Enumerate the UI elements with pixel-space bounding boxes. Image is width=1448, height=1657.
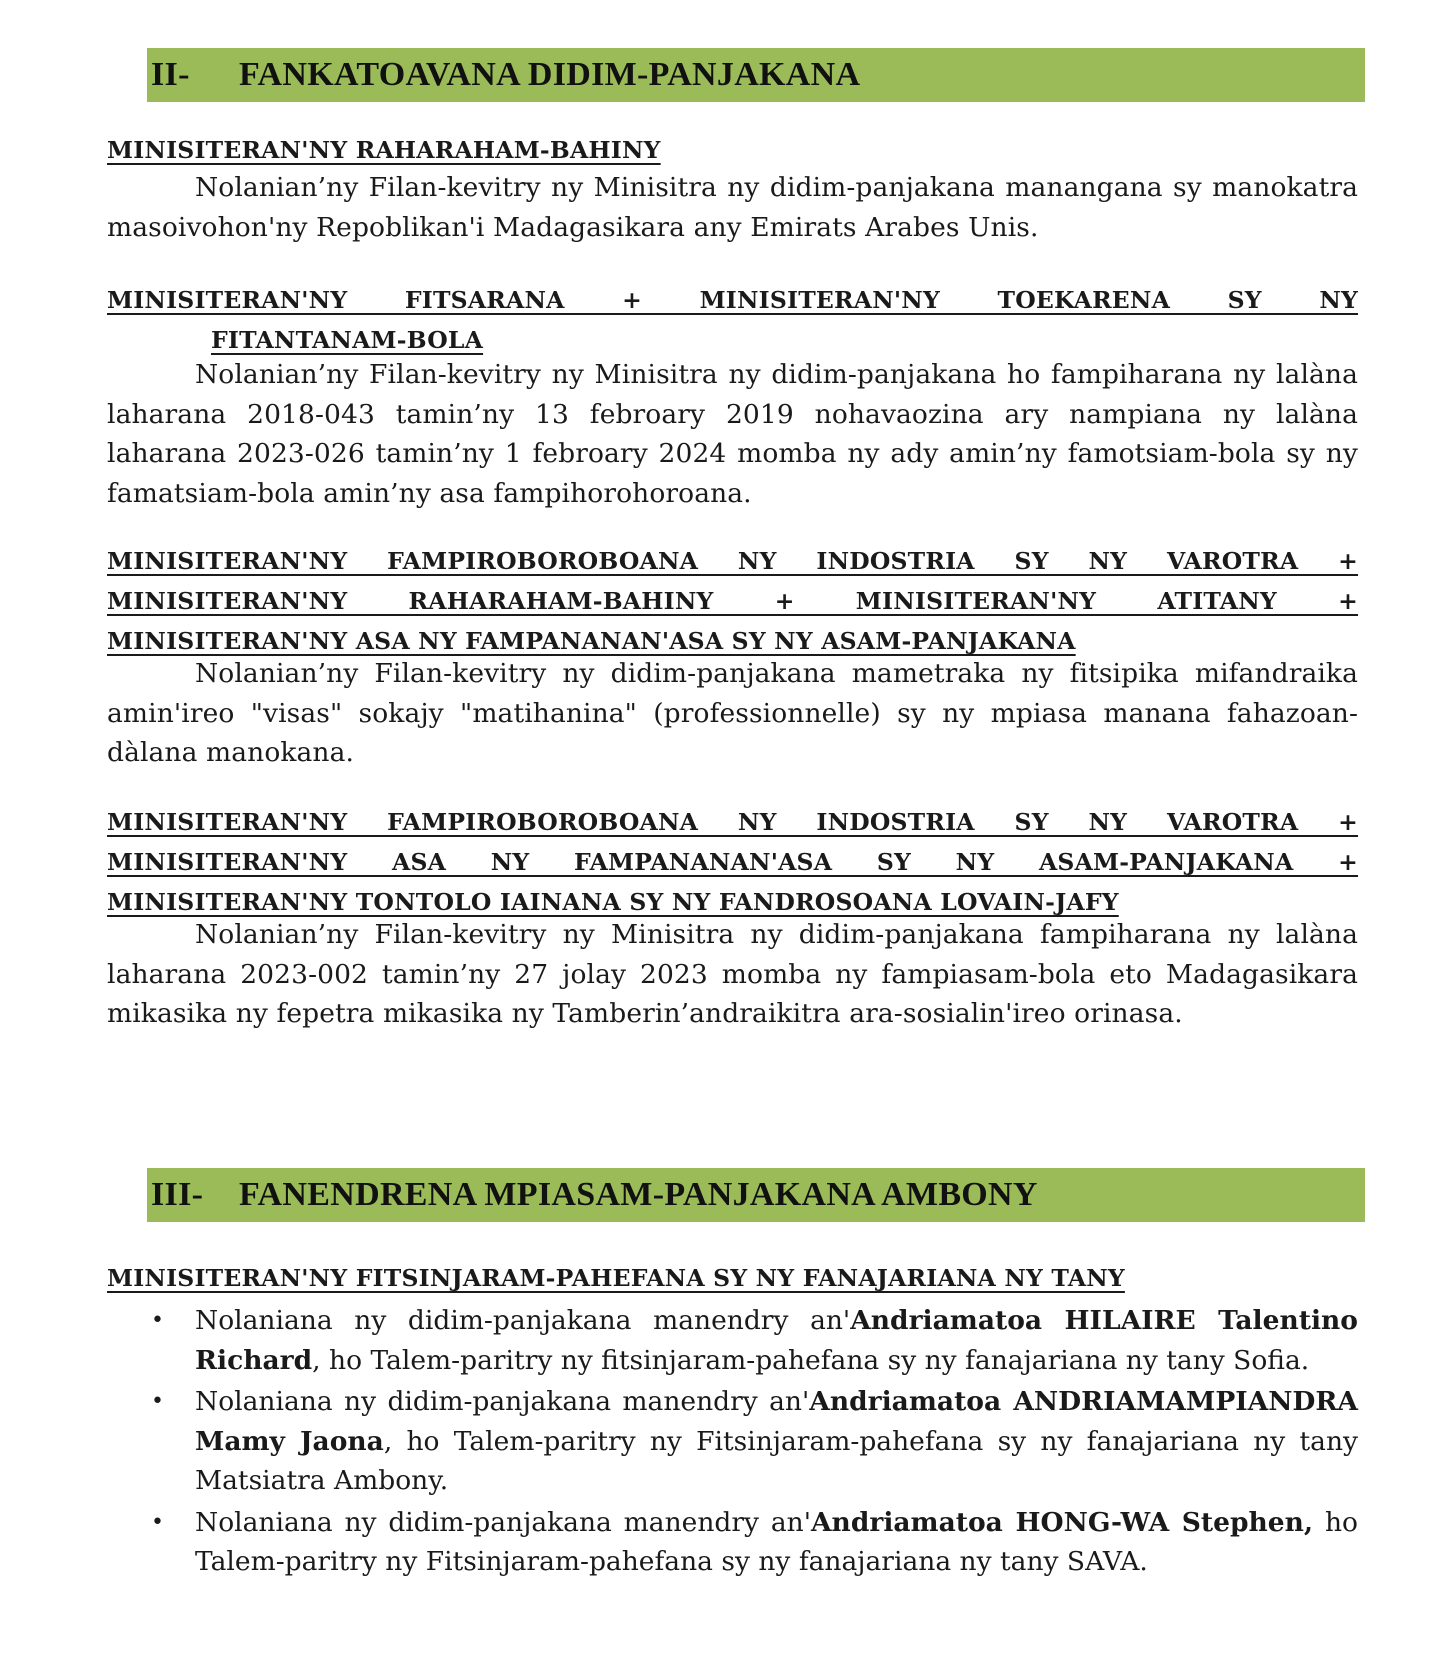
appointee-name: Andriamatoa HONG-WA Stephen, [811, 1506, 1314, 1538]
ministry-heading [107, 280, 1358, 360]
ministry-heading [107, 541, 1358, 661]
ministry-heading-line: MINISITERAN'NY ASA NY FAMPANANAN'ASA SY NY ASAM-PANJAKANA [107, 627, 1076, 655]
ministry-heading-line: MINISITERAN'NY FITSARANA + MINISITERAN'NY TOEKARENA SY NY [107, 286, 1358, 314]
ministry-heading-line: MINISITERAN'NY RAHARAHAM-BAHINY [107, 136, 661, 164]
section-title: FANKATOAVANA DIDIM-PANJAKANA [239, 56, 861, 93]
appointment-text: ho Talem-paritry ny Fitsinjaram-pahefana sy ny fanajariana ny tany SAVA. [195, 1506, 1358, 1577]
appointment-text: , ho Talem-paritry ny fitsinjaram-pahefana sy ny fanajariana ny tany Sofia. [312, 1344, 1310, 1376]
decision-paragraph: Nolanian’ny Filan-kevitry ny Minisitra ny didim-panjakana manangana sy manokatra masoivohon'ny Repoblikan'i Madagasikara any Emirats Arabes Unis. [107, 172, 1358, 243]
ministry-heading-line: MINISITERAN'NY ASA NY FAMPANANAN'ASA SY NY ASAM-PANJAKANA + [107, 848, 1358, 876]
ministry-heading-line: FITANTANAM-BOLA [211, 326, 484, 354]
appointee-name: Andriamatoa HILAIRE Talentino Richard [195, 1305, 1358, 1376]
ministry-heading-line: MINISITERAN'NY FAMPIROBOROBOANA NY INDOSTRIA SY NY VAROTRA + [107, 808, 1358, 836]
ministry-heading-line: MINISITERAN'NY FITSINJARAM-PAHEFANA SY NY FANAJARIANA NY TANY [107, 1264, 1125, 1292]
ministry-heading [107, 1258, 1358, 1298]
decision-paragraph: Nolanian’ny Filan-kevitry ny didim-panjakana mametraka ny fitsipika mifandraika amin'ireo "visas" sokajy "matihanina" (professionnelle) sy ny mpiasa manana fahazoan-dàlana manokana. [107, 658, 1358, 768]
section-header-iii [147, 1168, 1365, 1222]
appointment-list [107, 1301, 1358, 1584]
appointment-text: Nolaniana ny didim-panjakana manendry an' [195, 1305, 851, 1336]
list-item [107, 1301, 1358, 1380]
appointee-name: Andriamatoa ANDRIAMAMPIANDRA Mamy Jaona [195, 1386, 1358, 1457]
ministry-heading-line: MINISITERAN'NY TONTOLO IAINANA SY NY FANDROSOANA LOVAIN-JAFY [107, 888, 1119, 916]
section-number: II- [151, 56, 190, 93]
ministry-heading-line: MINISITERAN'NY RAHARAHAM-BAHINY + MINISITERAN'NY ATITANY + [107, 587, 1358, 615]
section-title: FANENDRENA MPIASAM-PANJAKANA AMBONY [239, 1176, 1038, 1213]
section-number: III- [151, 1176, 204, 1213]
ministry-heading [107, 130, 1358, 170]
bullet-icon: • [151, 1389, 164, 1414]
appointment-text: Nolaniana ny didim-panjakana manendry an' [195, 1506, 811, 1538]
section-header-ii [147, 48, 1365, 102]
decision-paragraph: Nolanian’ny Filan-kevitry ny Minisitra ny didim-panjakana fampiharana ny lalàna laharana 2023-002 tamin’ny 27 jolay 2023 momba ny fampiasam-bola eto Madagasikara mikasika ny fepetra mikasika ny Tamberin’andraikitra ara-sosialin'ireo orinasa. [107, 919, 1358, 1029]
list-item [107, 1503, 1358, 1582]
list-item [107, 1382, 1358, 1501]
bullet-icon: • [151, 1308, 164, 1333]
bullet-icon: • [151, 1509, 164, 1535]
appointment-text: Nolaniana ny didim-panjakana manendry an' [195, 1386, 810, 1417]
ministry-heading [107, 802, 1358, 922]
decision-paragraph: Nolanian’ny Filan-kevitry ny Minisitra ny didim-panjakana ho fampiharana ny lalàna laharana 2018-043 tamin’ny 13 febroary 2019 nohavaozina ary nampiana ny lalàna laharana 2023-026 tamin’ny 1 febroary 2024 momba ny ady amin’ny famotsiam-bola sy ny famatsiam-bola amin’ny asa fampihorohoroana. [107, 359, 1358, 509]
appointment-text: , ho Talem-paritry ny Fitsinjaram-pahefana sy ny fanajariana ny tany Matsiatra Ambony. [195, 1425, 1358, 1496]
ministry-heading-line: MINISITERAN'NY FAMPIROBOROBOANA NY INDOSTRIA SY NY VAROTRA + [107, 547, 1358, 575]
